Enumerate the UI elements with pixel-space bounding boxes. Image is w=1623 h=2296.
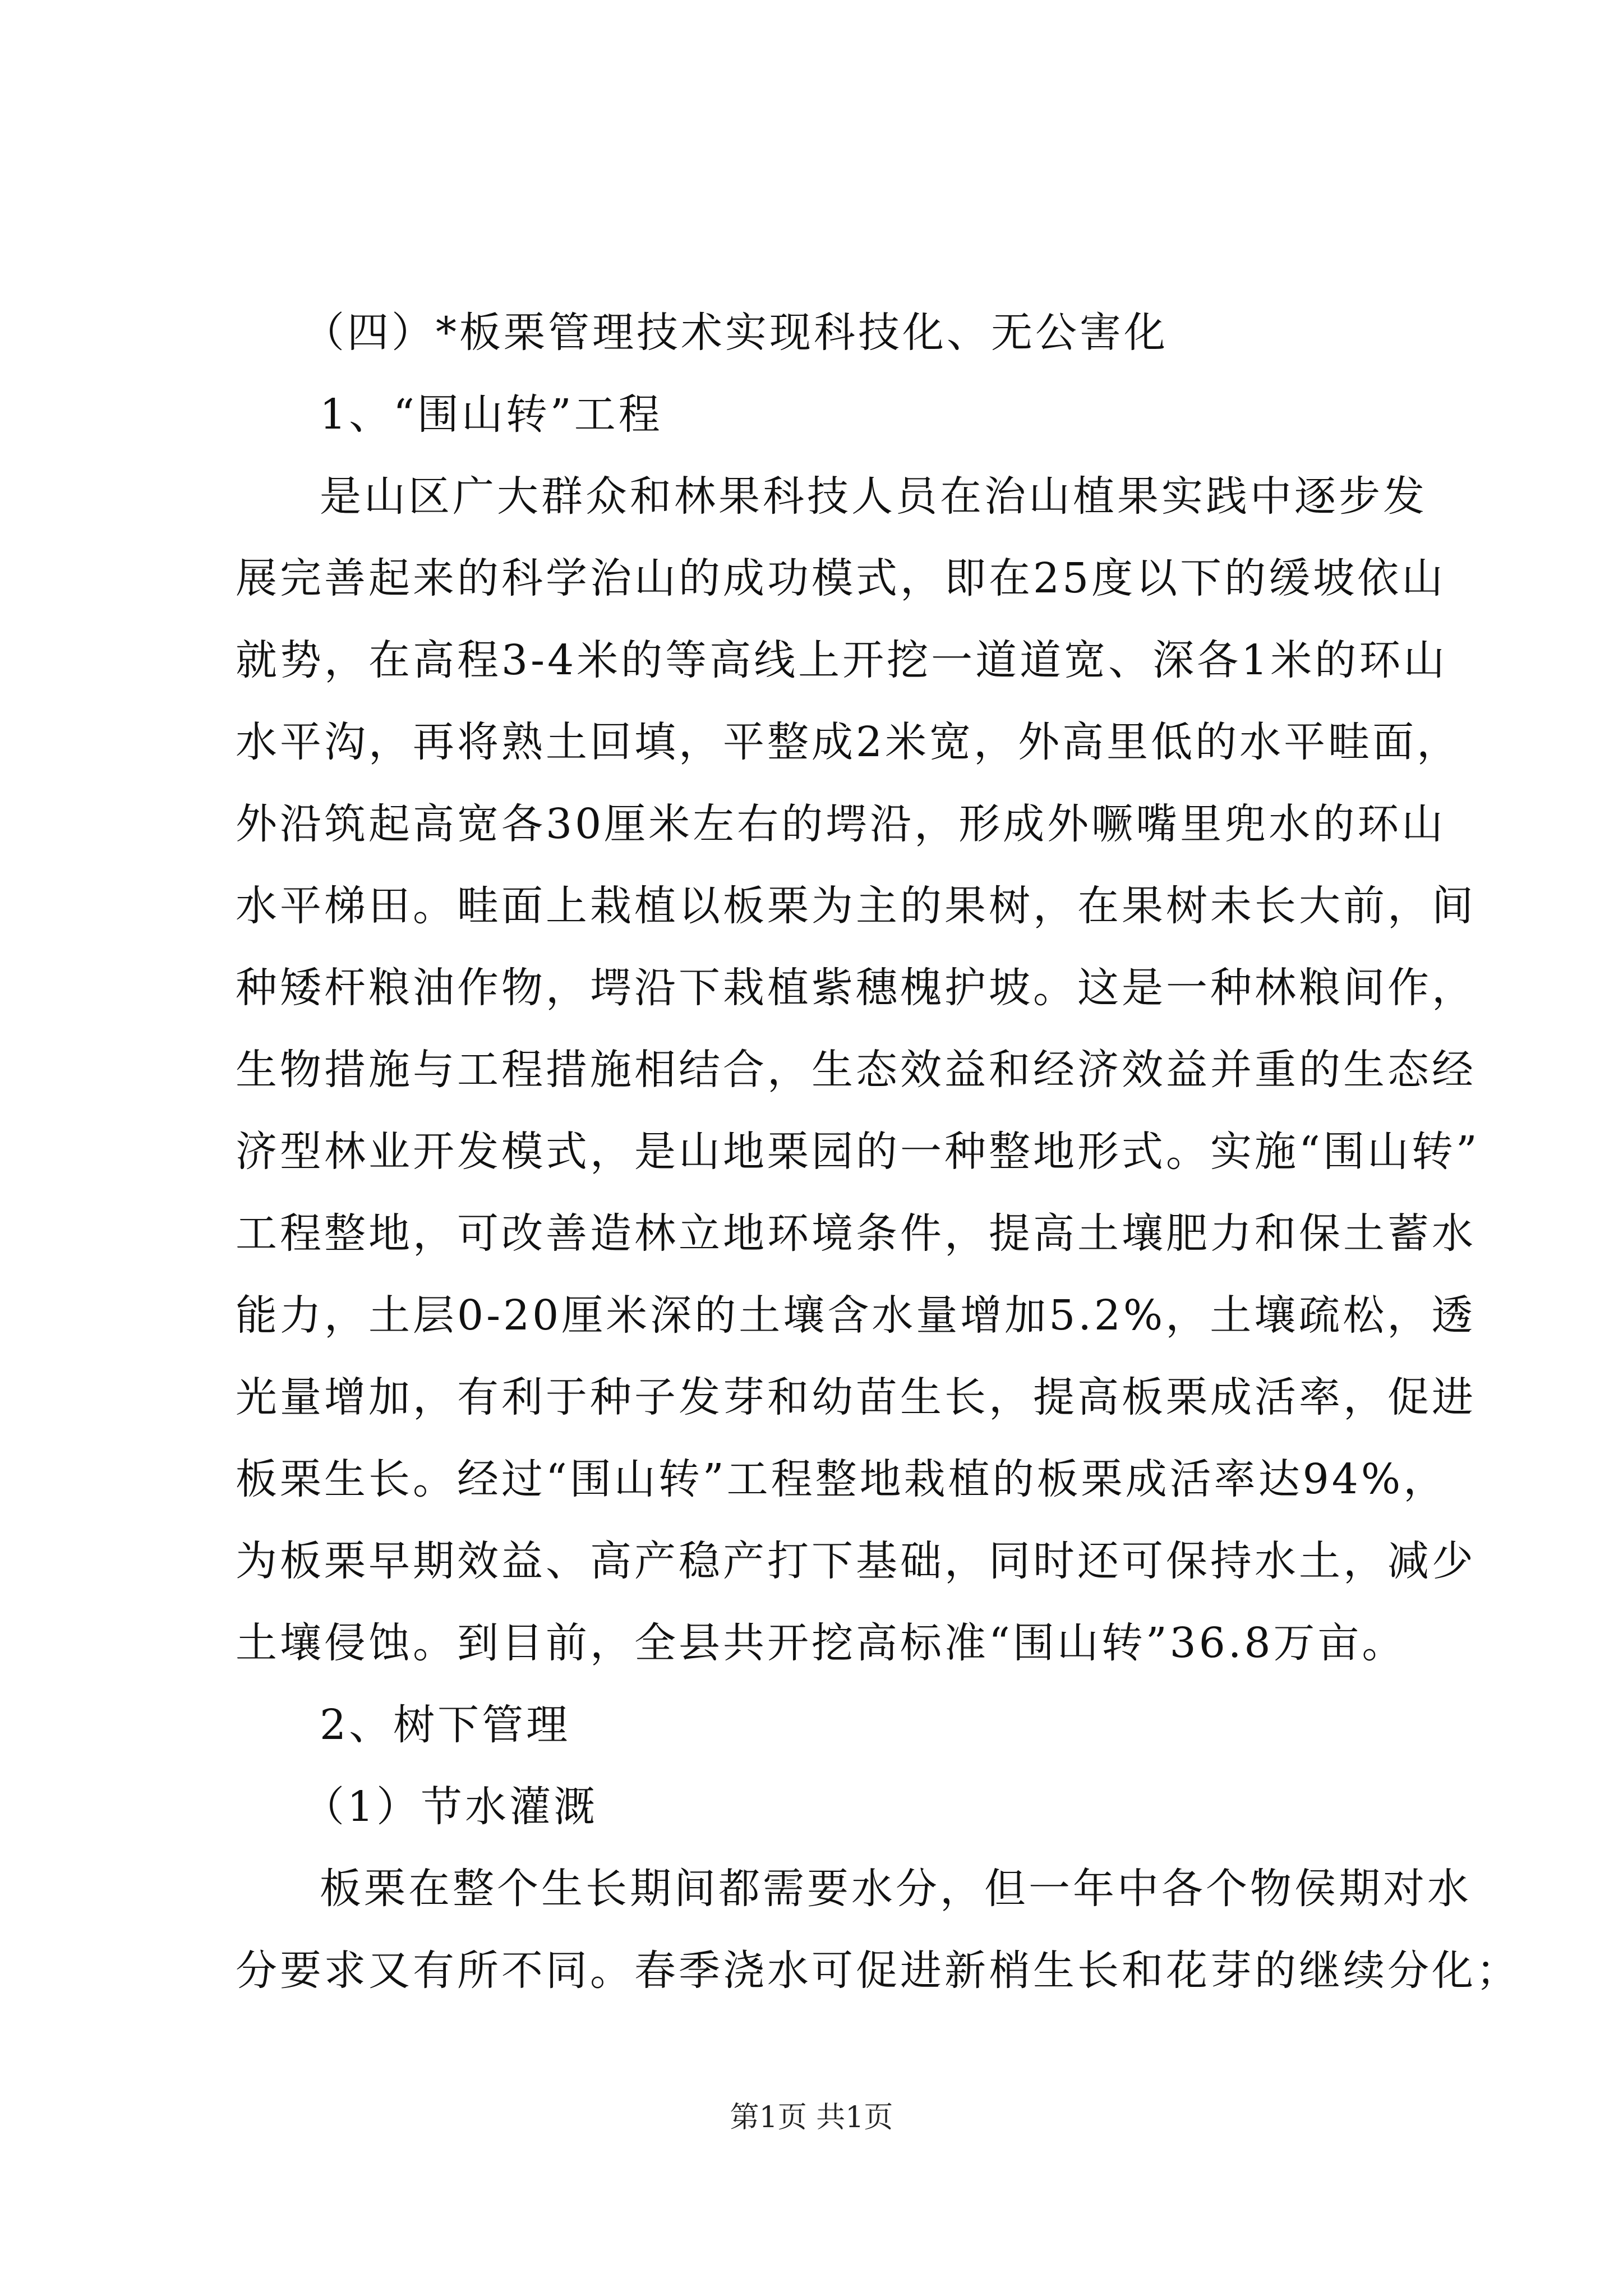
paragraph2-line: 板栗在整个生长期间都需要水分，但一年中各个物侯期对水 [320, 1865, 1472, 1913]
paragraph1-line: 光量增加，有利于种子发芽和幼苗生长，提高板栗成活率，促进 [236, 1373, 1476, 1421]
paragraph1-line: 工程整地，可改善造林立地环境条件，提高土壤肥力和保土蓄水 [236, 1209, 1476, 1258]
paragraph1-line: 展完善起来的科学治山的成功模式，即在25度以下的缓坡依山 [236, 554, 1446, 602]
paragraph1-line: 水平沟，再将熟土回填，平整成2米宽，外高里低的水平畦面， [236, 718, 1461, 766]
section1-title: 1、“围山转”工程 [320, 390, 663, 439]
paragraph1-line: 是山区广大群众和林果科技人员在治山植果实践中逐步发 [320, 472, 1427, 521]
paragraph1-line: 水平梯田。畦面上栽植以板栗为主的果树，在果树未长大前，间 [236, 882, 1476, 930]
paragraph1-line: 济型林业开发模式，是山地栗园的一种整地形式。实施“围山转” [236, 1128, 1480, 1176]
paragraph2-line: 分要求又有所不同。春季浇水可促进新梢生长和花芽的继续分化； [236, 1947, 1520, 1995]
section2-title: 2、树下管理 [320, 1701, 571, 1749]
subsection1-title: （1）节水灌溉 [303, 1783, 598, 1831]
paragraph1-line: 土壤侵蚀。到目前，全县共开挖高标准“围山转”36.8万亩。 [236, 1619, 1407, 1667]
paragraph1-line: 外沿筑起高宽各30厘米左右的堮沿，形成外噘嘴里兜水的环山 [236, 800, 1446, 848]
paragraph1-line: 就势，在高程3-4米的等高线上开挖一道道宽、深各1米的环山 [236, 636, 1448, 684]
page-footer: 第1页 共1页 [730, 2101, 893, 2134]
section-heading: （四）*板栗管理技术实现科技化、无公害化 [303, 309, 1168, 357]
paragraph1-line: 生物措施与工程措施相结合，生态效益和经济效益并重的生态经 [236, 1046, 1476, 1094]
paragraph1-line: 种矮杆粮油作物，堮沿下栽植紫穗槐护坡。这是一种林粮间作， [236, 964, 1476, 1012]
paragraph1-line: 能力，土层0-20厘米深的土壤含水量增加5.2%，土壤疏松，透 [236, 1291, 1476, 1340]
document-body [236, 292, 1520, 2012]
paragraph1-line: 为板栗早期效益、高产稳产打下基础，同时还可保持水土，减少 [236, 1537, 1476, 1585]
paragraph1-line: 板栗生长。经过“围山转”工程整地栽植的板栗成活率达94%， [236, 1455, 1448, 1503]
